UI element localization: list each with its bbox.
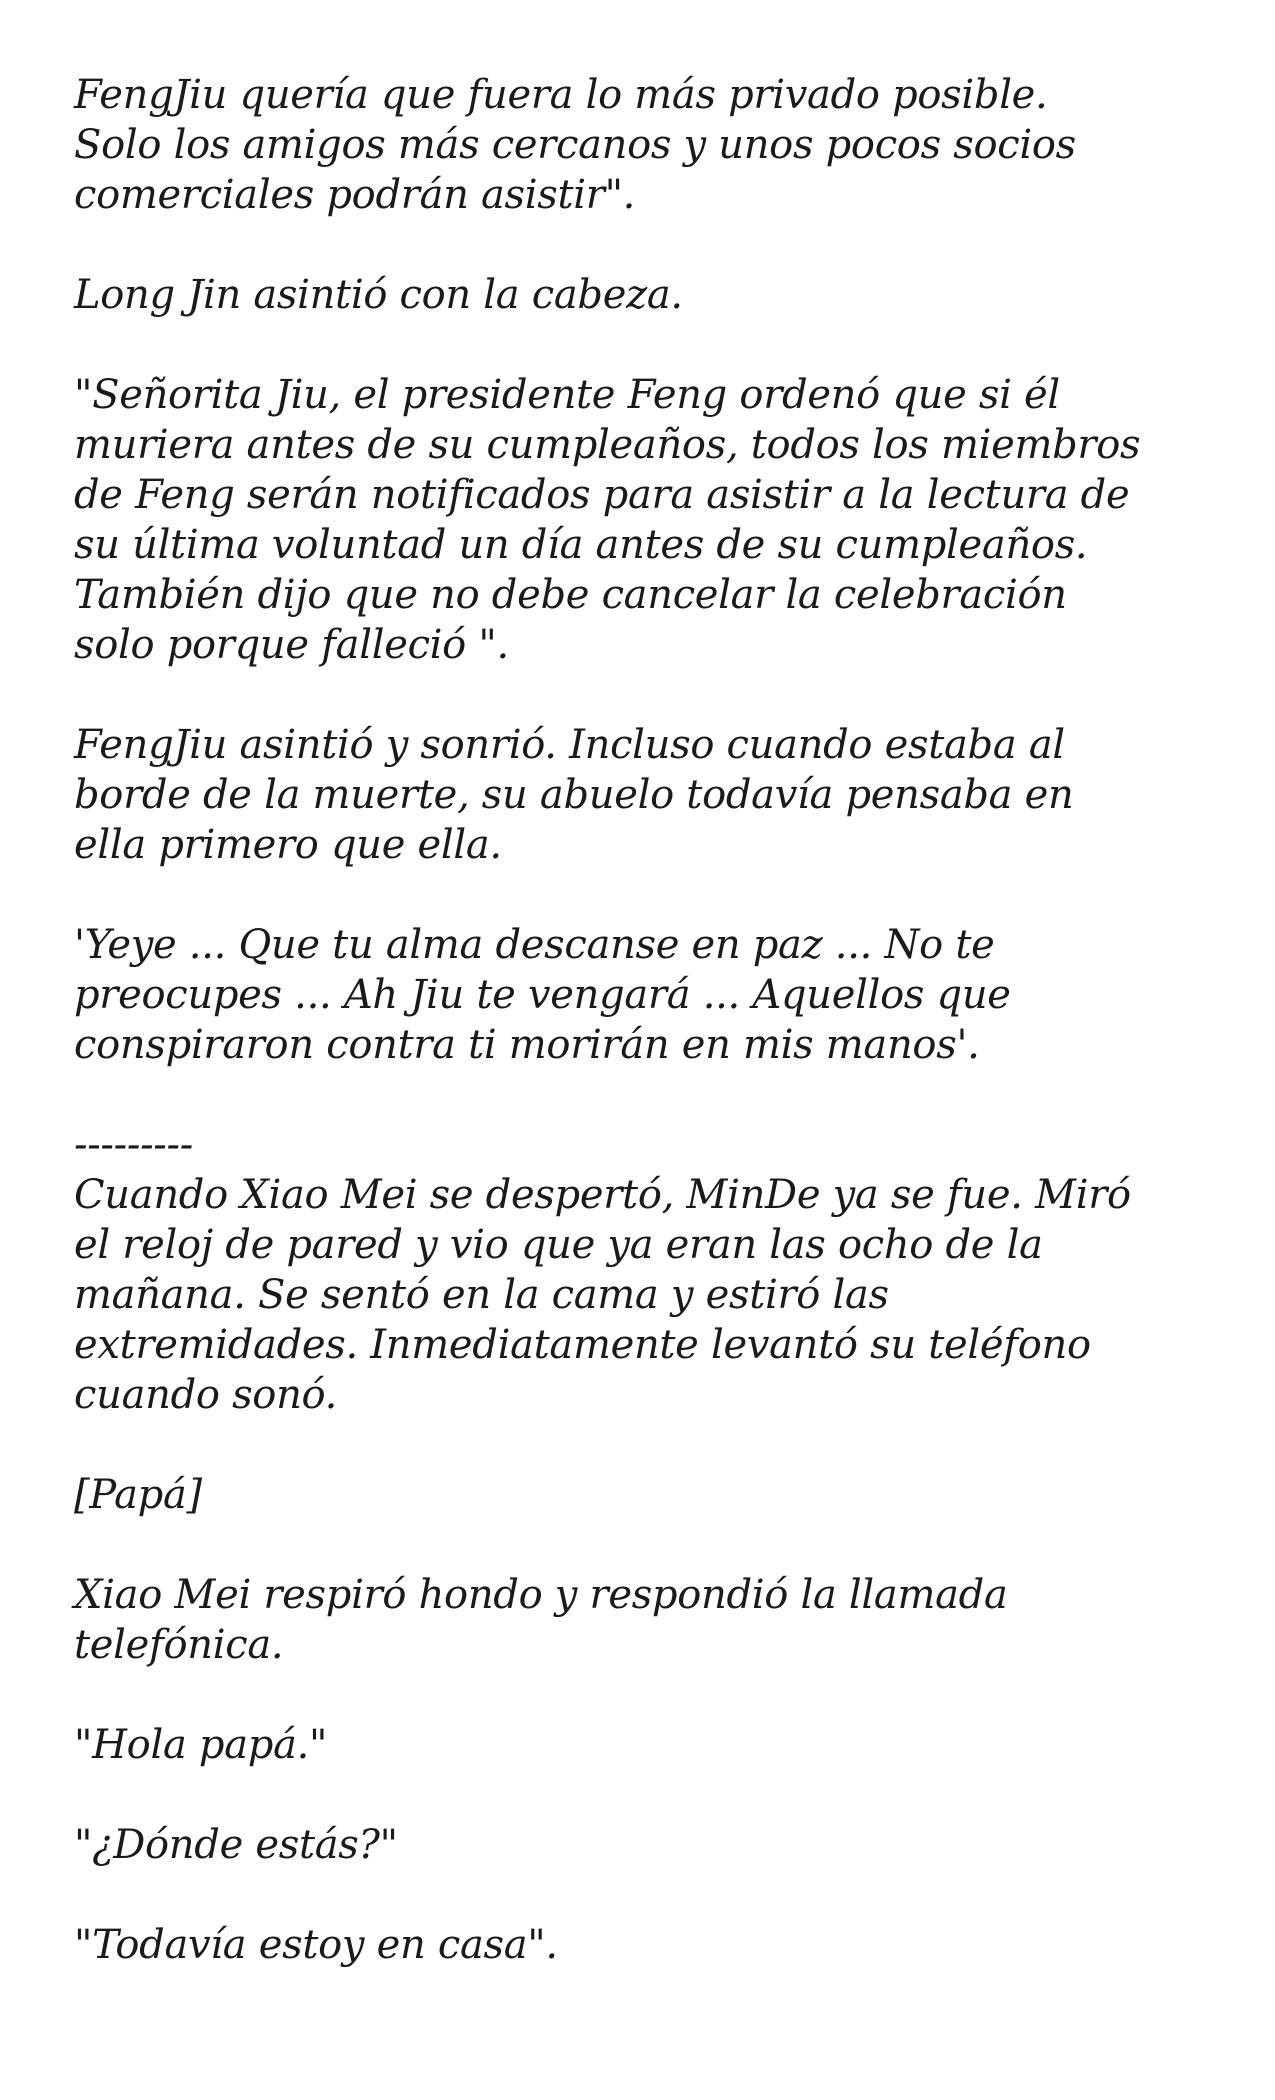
text-line: cuando sonó.: [74, 1372, 338, 1418]
text-line: "¿Dónde estás?": [74, 1822, 398, 1868]
text-line: comerciales podrán asistir".: [74, 172, 636, 218]
paragraph: [74, 1120, 1215, 1420]
text-line: Xiao Mei respiró hondo y respondió la llamada: [74, 1572, 1008, 1618]
text-line: "Hola papá.": [74, 1722, 328, 1768]
text-line: muriera antes de su cumpleaños, todos los miembros: [74, 422, 1141, 468]
paragraph: [74, 1570, 1215, 1670]
text-line: También dijo que no debe cancelar la celebración: [74, 572, 1067, 618]
text-line: [Papá]: [74, 1472, 202, 1518]
text-line: ella primero que ella.: [74, 822, 502, 868]
paragraph: [74, 1820, 1215, 1870]
text-line: FengJiu quería que fuera lo más privado posible.: [74, 72, 1048, 118]
text-line: el reloj de pared y vio que ya eran las ocho de la: [74, 1222, 1043, 1268]
paragraph: [74, 270, 1215, 320]
text-line: preocupes ... Ah Jiu te vengará ... Aquellos que: [74, 972, 1011, 1018]
text-line: borde de la muerte, su abuelo todavía pensaba en: [74, 772, 1074, 818]
text-line: su última voluntad un día antes de su cumpleaños.: [74, 522, 1088, 568]
text-line: "Todavía estoy en casa".: [74, 1922, 558, 1968]
paragraph: [74, 370, 1215, 670]
text-line: 'Yeye ... Que tu alma descanse en paz ... No te: [74, 922, 995, 968]
text-line: mañana. Se sentó en la cama y estiró las: [74, 1272, 889, 1318]
section-divider: ---------: [74, 1122, 193, 1168]
paragraph: [74, 70, 1215, 220]
text-line: extremidades. Inmediatamente levantó su teléfono: [74, 1322, 1091, 1368]
text-line: FengJiu asintió y sonrió. Incluso cuando estaba al: [74, 722, 1065, 768]
text-line: Solo los amigos más cercanos y unos pocos socios: [74, 122, 1076, 168]
paragraph: [74, 1720, 1215, 1770]
paragraph: [74, 1920, 1215, 1970]
text-line: Long Jin asintió con la cabeza.: [74, 272, 683, 318]
text-line: telefónica.: [74, 1622, 284, 1668]
text-line: Cuando Xiao Mei se despertó, MinDe ya se fue. Miró: [74, 1172, 1131, 1218]
paragraph: [74, 720, 1215, 870]
text-line: conspiraron contra ti morirán en mis manos'.: [74, 1022, 980, 1068]
paragraph: [74, 920, 1215, 1070]
text-line: "Señorita Jiu, el presidente Feng ordenó que si él: [74, 372, 1060, 418]
text-line: de Feng serán notificados para asistir a la lectura de: [74, 472, 1130, 518]
text-line: solo porque falleció ".: [74, 622, 509, 668]
paragraph: [74, 1470, 1215, 1520]
